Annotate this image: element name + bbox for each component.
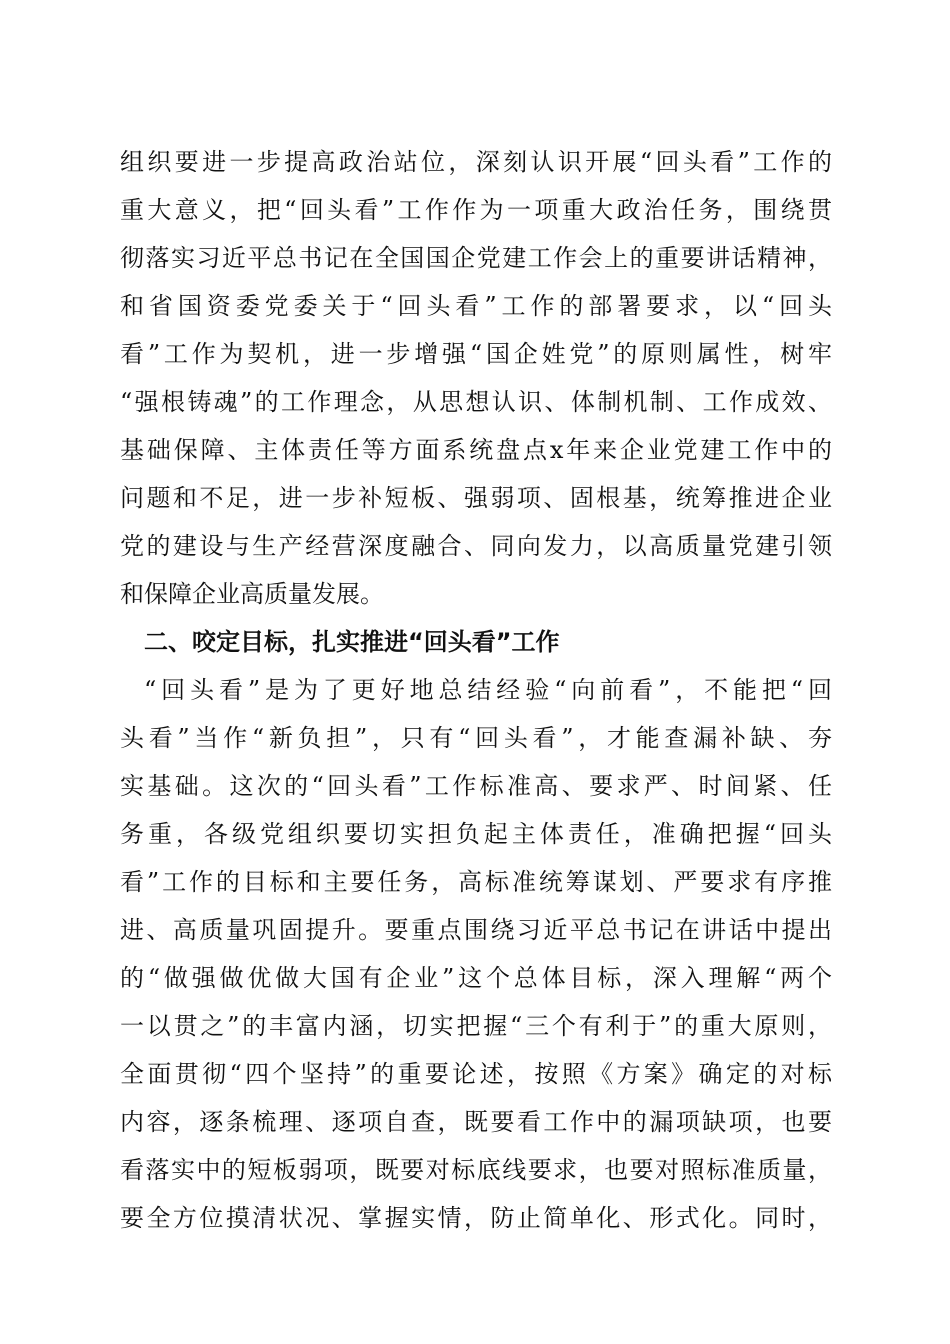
paragraph-2-line-8: 一以贯之”的丰富内涵，切实把握“三个有利于”的重大原则， [120, 1012, 832, 1040]
paragraph-1-line-3: 彻落实习近平总书记在全国国企党建工作会上的重要讲话精神， [120, 244, 832, 272]
paragraph-1-line-10: 和保障企业高质量发展。 [120, 580, 384, 608]
paragraph-1-line-4: 和省国资委党委关于“回头看”工作的部署要求，以“回头 [120, 292, 832, 320]
paragraph-2-line-1 [120, 673, 832, 707]
paragraph-2-line-12: 要全方位摸清状况、掌握实情，防止简单化、形式化。同时， [120, 1204, 832, 1232]
paragraph-2-line-5: 看”工作的目标和主要任务，高标准统筹谋划、严要求有序推 [120, 868, 832, 896]
paragraph-1-line-2: 重大意义，把“回头看”工作作为一项重大政治任务，围绕贯 [120, 196, 832, 224]
paragraph-2-line-3: 实基础。这次的“回头看”工作标准高、要求严、时间紧、任 [120, 772, 832, 800]
paragraph-1-line-7: 基础保障、主体责任等方面系统盘点x年来企业党建工作中的 [120, 436, 832, 464]
paragraph-1-line-1: 组织要进一步提高政治站位，深刻认识开展“回头看”工作的 [120, 148, 832, 176]
paragraph-2-line-2: 头看”当作“新负担”，只有“回头看”，才能查漏补缺、夯 [120, 724, 832, 752]
paragraph-2-line-7: 的“做强做优做大国有企业”这个总体目标，深入理解“两个 [120, 964, 832, 992]
paragraph-1-line-6: “强根铸魂”的工作理念，从思想认识、体制机制、工作成效、 [120, 388, 832, 416]
paragraph-2-line-6: 进、高质量巩固提升。要重点围绕习近平总书记在讲话中提出 [120, 916, 832, 944]
paragraph-1-line-8: 问题和不足，进一步补短板、强弱项、固根基，统筹推进企业 [120, 484, 832, 512]
paragraph-1-line-9: 党的建设与生产经营深度融合、同向发力，以高质量党建引领 [120, 532, 832, 560]
paragraph-2-line-1-text: “回头看”是为了更好地总结经验“向前看”，不能把“回 [144, 676, 832, 704]
paragraph-1-line-5: 看”工作为契机，进一步增强“国企姓党”的原则属性，树牢 [120, 340, 832, 368]
paragraph-2-line-9: 全面贯彻“四个坚持”的重要论述，按照《方案》确定的对标 [120, 1060, 832, 1088]
section-heading-2: 二、咬定目标，扎实推进“回头看”工作 [144, 628, 560, 656]
paragraph-2-line-11: 看落实中的短板弱项，既要对标底线要求，也要对照标准质量， [120, 1156, 832, 1184]
paragraph-2-line-10: 内容，逐条梳理、逐项自查，既要看工作中的漏项缺项，也要 [120, 1108, 832, 1136]
paragraph-2-line-4: 务重，各级党组织要切实担负起主体责任，准确把握“回头 [120, 820, 832, 848]
